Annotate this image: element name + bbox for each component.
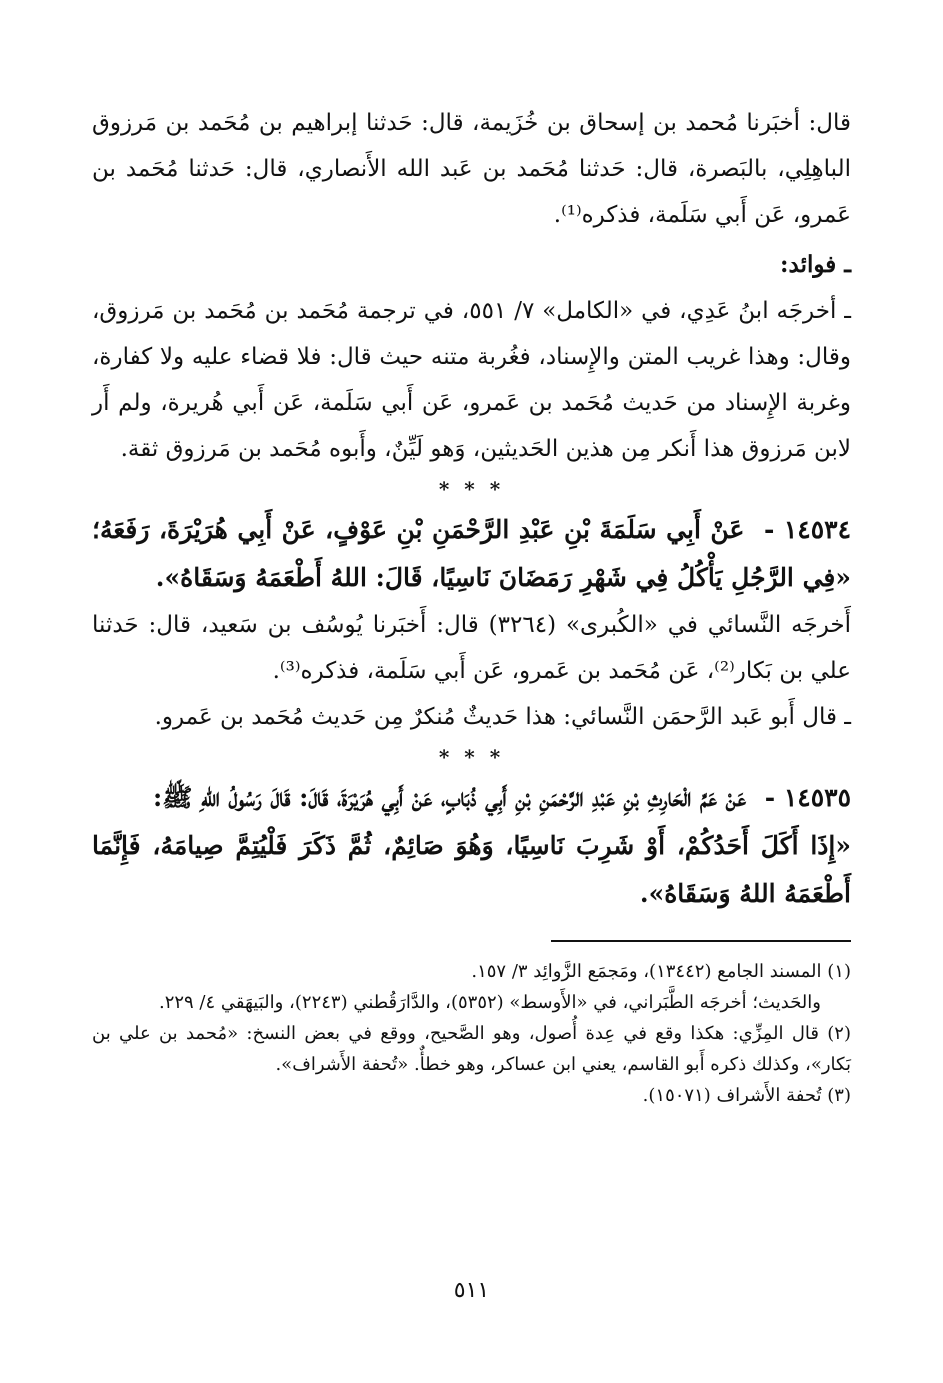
hadith-number: ١٤٥٣٤ - xyxy=(763,515,851,544)
section-separator: * * * xyxy=(438,477,505,501)
paragraph-nasai: أَخرجَه النَّسائي في «الكُبرى» (٣٢٦٤) قال: أَخبَرنا يُوسُف بن سَعيد، قال: حَدثنا علي بن بَكار⁽²⁾، عَن مُحَمد بن عَمرو، عَن أَبي سَلَمة، فذكره⁽³⁾. xyxy=(92,612,851,684)
section-separator: * * * xyxy=(438,745,505,769)
footnote-2: (٢) قال المِزِّي: هكذا وقع في عِدة أُصول، وهو الصَّحيح، ووقع في بعض النسخ: «مُحمد بن علي بن بَكار»، وكذلك ذكره أَبو القاسم، يعني ابن عساكر، وهو خطأٌ. «تُحفة الأَشراف». xyxy=(92,1023,851,1075)
footnote-1-continued: والحَديث؛ أخرجَه الطَّبَراني، في «الأَوسط» (٥٣٥٢)، والدَّارَقُطني (٢٢٤٣)، والبَيهَقي ٤/ ٢٢٩. xyxy=(158,992,821,1013)
hadith-text: عَنْ أَبِي سَلَمَةَ بْنِ عَبْدِ الرَّحْمَنِ بْنِ عَوْفٍ، عَنْ أَبِي هُرَيْرَةَ، رَفَعَهُ؛ «فِي الرَّجُلِ يَأْكُلُ فِي شَهْرِ رَمَضَانَ نَاسِيًا، قَالَ: اللهُ أَطْعَمَهُ وَسَقَاهُ». xyxy=(92,515,851,592)
paragraph-nasai-comment: ـ قال أَبو عَبد الرَّحمَن النَّسائي: هذا حَديثٌ مُنكرٌ مِن حَديث مُحَمد بن عَمرو. xyxy=(154,704,851,730)
footnote-1: (١) المسند الجامع (١٣٤٤٢)، ومَجمَع الزَّوائِد ٣/ ١٥٧. xyxy=(471,961,851,982)
paragraph-chain: قال: أخبَرنا مُحمد بن إسحاق بن خُزَيمة، قال: حَدثنا إبراهيم بن مُحَمد بن مَرزوق الباهِلِي، بالبَصرة، قال: حَدثنا مُحَمد بن عَبد الله الأَنصاري، قال: حَدثنا مُحَمد بن عَمرو، عَن أَبي سَلَمة، فذكره⁽¹⁾. xyxy=(92,110,851,228)
paragraph-ibn-adi: ـ أخرجَه ابنُ عَدِي، في «الكامل» ٧/ ٥٥١، في ترجمة مُحَمد بن مُحَمد بن مَرزوق، وقال: وهذا غريب المتن والإِسناد، فغُربة متنه حيث قال: فلا قضاء عليه ولا كفارة، وغربة الإِسناد من حَديث مُحَمد بن عَمرو، عَن أَبي سَلَمة، عَن أَبي هُريرة، ولم أَر لابن مَرزوق هذا أَنكر مِن هذين الحَديثين، وَهو لَيِّنٌ، وأَبوه مُحَمد بن مَرزوق ثقة. xyxy=(92,298,851,462)
hadith-quote: «إِذَا أَكَلَ أَحَدُكُمْ، أَوْ شَرِبَ نَاسِيًا، وَهُوَ صَائِمٌ، ثُمَّ ذَكَرَ فَلْيُتِمَّ صِيامَهُ، فَإِنَّمَا أَطْعَمَهُ اللهُ وَسَقَاهُ». xyxy=(92,831,851,908)
hadith-14534 xyxy=(92,506,851,602)
hadith-text: عَنْ عَمِّ الْحَارِثِ بْنِ عَبْدِ الرَّحْمَنِ بْنِ أَبِي ذُبَابٍ، عَنْ أَبِي هُرَيْرَةَ، قَالَ: قَالَ رَسُولُ اللهِ ﷺ: xyxy=(153,783,747,812)
hadith-number: ١٤٥٣٥ - xyxy=(764,783,851,812)
fawaid-heading: ـ فوائد: xyxy=(780,251,851,278)
page-number: ٥١١ xyxy=(453,1278,490,1303)
footnote-rule xyxy=(551,940,851,942)
hadith-14535 xyxy=(92,774,851,822)
footnote-3: (٣) تُحفة الأَشراف (١٥٠٧١). xyxy=(642,1085,851,1106)
